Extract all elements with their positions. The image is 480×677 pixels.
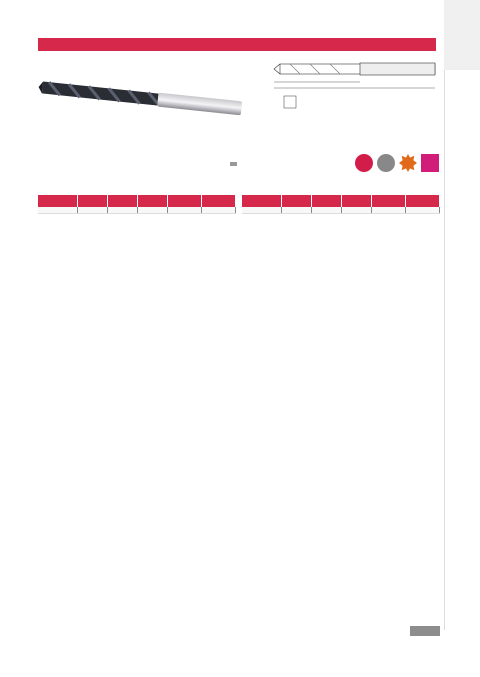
sub-overall xyxy=(138,207,168,213)
title-bar xyxy=(38,38,436,51)
sub-flute xyxy=(312,207,342,213)
drill-product-image xyxy=(38,72,248,124)
sub-code xyxy=(242,207,282,213)
col-class xyxy=(202,195,236,207)
col-flute xyxy=(108,195,138,207)
sub-flute xyxy=(108,207,138,213)
legend-row3 xyxy=(231,165,237,166)
col-dia xyxy=(78,195,108,207)
ds-badge xyxy=(421,154,439,172)
col-code xyxy=(38,195,78,207)
shank-legend xyxy=(230,162,237,166)
sub-shank xyxy=(372,207,406,213)
col-shank xyxy=(168,195,202,207)
sidebar-divider xyxy=(444,70,445,630)
col-shank xyxy=(372,195,406,207)
col-overall xyxy=(138,195,168,207)
col-class xyxy=(406,195,440,207)
dlc-badge xyxy=(377,154,395,172)
sub-dia xyxy=(78,207,108,213)
col-overall xyxy=(342,195,372,207)
col-flute xyxy=(312,195,342,207)
spec-table-right xyxy=(242,195,440,214)
point-angle-badge xyxy=(399,154,417,172)
sidebar-header xyxy=(444,0,480,70)
sub-shank xyxy=(168,207,202,213)
col-dia xyxy=(282,195,312,207)
sub-overall xyxy=(342,207,372,213)
next-button[interactable] xyxy=(410,626,440,636)
hss-badge xyxy=(355,154,373,172)
sub-class xyxy=(406,207,440,213)
spec-table-left xyxy=(38,195,236,214)
sub-dia xyxy=(282,207,312,213)
sub-class xyxy=(202,207,236,213)
col-code xyxy=(242,195,282,207)
dimension-diagram xyxy=(250,56,440,126)
sub-code xyxy=(38,207,78,213)
